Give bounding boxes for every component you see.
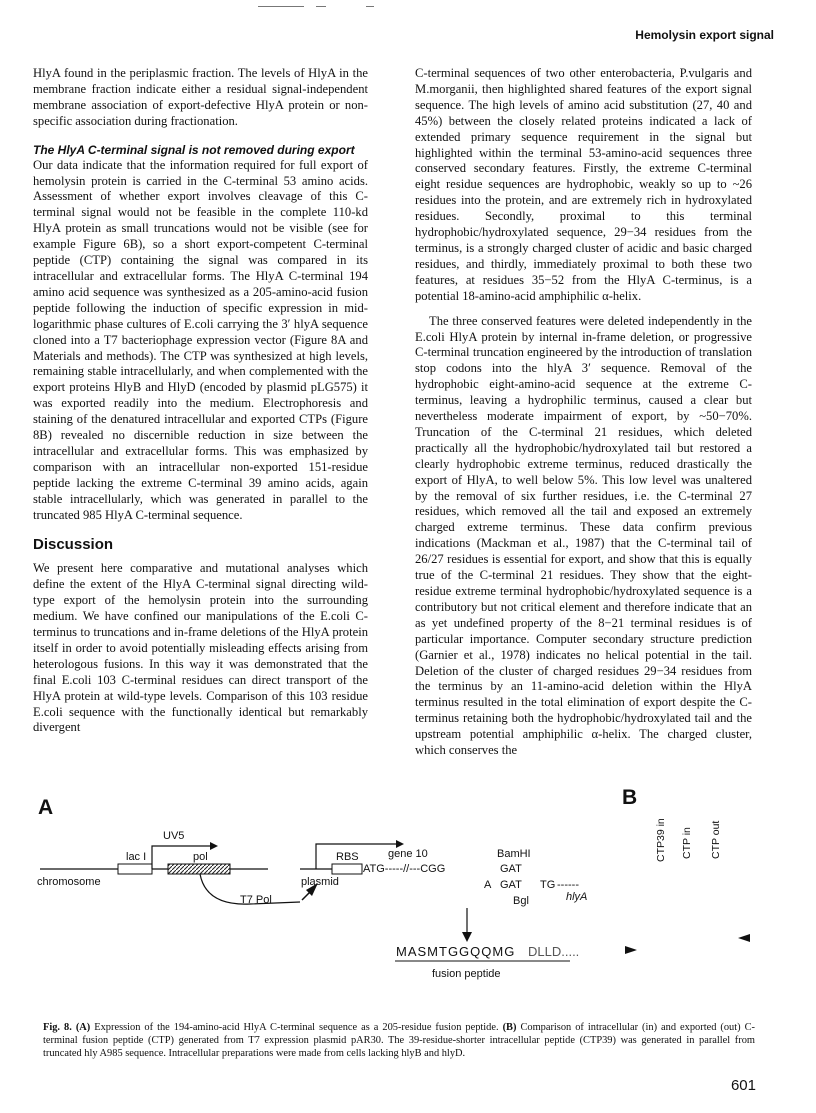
figure-caption	[43, 1021, 755, 1061]
plasmid-label: plasmid	[301, 876, 339, 888]
fusion-peptide-sequence: MASMTGGQQMG	[396, 944, 516, 959]
pol-label: pol	[193, 851, 208, 863]
lane-label-ctp39-in: CTP39 in	[655, 818, 667, 862]
seq-a: A	[484, 879, 492, 891]
panel-a-label: A	[38, 796, 54, 819]
running-head: Hemolysin export signal	[635, 28, 774, 42]
gat-codon-2: GAT	[500, 879, 522, 891]
bgl-label: Bgl	[513, 895, 529, 907]
atg-sequence: ATG-----//---CGG	[363, 863, 446, 875]
gene10-label: gene 10	[388, 848, 428, 860]
pol-box	[168, 864, 230, 874]
gat-codon-1: GAT	[500, 863, 522, 875]
paragraph: HlyA found in the periplasmic fraction. The levels of HlyA in the membrane fraction indicate either a residual signal-independent membrane association of export-defective HlyA protein or non-specific association during fractionation.	[33, 66, 368, 128]
tg-codon: TG	[540, 879, 556, 891]
gel-arrow-left	[625, 946, 637, 954]
section-heading-discussion: Discussion	[33, 536, 114, 554]
paragraph: Our data indicate that the information required for full export of hemolysin protein is carried in the C-terminal 53 amino acids. Assessment of whether export involves cleavage of this C-terminal signal would not be feasible in the complete 110-kd HlyA protein as small truncations would not be visible (see for example Figure 6B), so a short export-competent C-terminal peptide (CTP) containing the signal was compared in its intracellular and extracellular forms. The HlyA C-terminal 194 amino acid sequence was synthesized as a 205-amino-acid fusion peptide following the induction of specific expression in mid-logarithmic phase cultures of E.coli carrying the 3′ hlyA sequence cloned into a T7 bacteriophage expression vector (Figure 8A and Materials and methods). The CTP was synthesized at high levels, remaining stable intracellularly, and when complemented with the export proteins HlyB and HlyD (encoded by plasmid pLG575) it was exported readily into the medium. Electrophoresis and staining of the denatured intracellular and exported CTPs (Figure 8B) revealed no discernible reduction in size between the intracellular and extracellular forms. This was emphasized by comparison with an intracellular non-exported 151-residue peptide lacking the extreme C-terminal 39 amino acids, again stable intracellularly, which was generated in parallel to the truncated 985 HlyA C-terminal sequence.	[33, 157, 368, 522]
bamhi-label: BamHI	[497, 848, 531, 860]
chromosome-label: chromosome	[37, 876, 101, 888]
top-edge-marks	[258, 6, 378, 10]
lane-label-ctp-in: CTP in	[681, 827, 693, 859]
paragraph: C-terminal sequences of two other enterobacteria, P.vulgaris and M.morganii, then highlighted shared features of the export signal sequence. The high levels of amino acid substitution (27, 40 and 45%) between the closely related proteins indicated a lack of extended primary sequence requirement in the signal but highlighted within the terminal 53-amino-acid sequences three conserved secondary features. Firstly, the extreme C-terminal eight residue sequences are hydrophobic, weakly so up to ~26 residues into the protein, and are extremely rich in hydroxylated residues. Secondly, proximal to this terminal hydrophobic/hydroxylated sequence, 29−34 residues from the terminus, is a strongly charged cluster of acidic and basic charged residues, and thirdly, immediately proximal to both these two features, at residues 35−52 from the HlyA C-terminus, is a potential 18-amino-acid amphiphilic α-helix.	[415, 66, 752, 303]
panel-b-label: B	[622, 786, 638, 809]
fusion-peptide-tail: DLLD.....	[528, 944, 580, 959]
caption-a-label: (A)	[75, 1022, 91, 1033]
page-number: 601	[730, 1077, 756, 1094]
gel-arrow-right	[738, 934, 750, 942]
hlya-label: hlyA	[566, 891, 588, 903]
caption-a-text: Expression of the 194-amino-acid HlyA C-terminal sequence as a 205-residue fusion peptide.	[94, 1022, 499, 1033]
laci-box	[118, 864, 152, 874]
fusion-peptide-label: fusion peptide	[432, 968, 501, 980]
uv5-label: UV5	[163, 830, 185, 842]
rbs-box	[332, 864, 362, 874]
subheading: The HlyA C-terminal signal is not removed during export	[33, 142, 355, 157]
paragraph: We present here comparative and mutational analyses which define the extent of the HlyA C-terminal signal directing wild-type export of the hemolysin protein into the surrounding medium. We have confined our manipulations of the E.coli C-terminus to truncations and in-frame deletions of the HlyA protein itself in order to avoid potentially misleading effects arising from heterologous fusions. In this way it was demonstrated that the final E.coli 103 C-terminal residues can direct transport of the HlyA protein at wild-type levels. Comparison of this 103 residue E.coli sequence with the functionally identical but remarkably divergent	[33, 561, 368, 735]
sequence-dashes: ------	[557, 879, 579, 891]
t7pol-label: T7 Pol	[240, 894, 272, 906]
figure-8	[0, 786, 816, 1025]
caption-b-text: Comparison of intracellular (in) and exported (out) C-terminal fusion peptide (CTP) generated from T7 expression plasmid pAR30. The 39-residue-shorter intracellular peptide (CTP39) was generated in parallel from truncated hly A985 sequence. Intracellular preparations were made from cells lacking hlyB and hlyD.	[43, 1022, 755, 1060]
right-column	[415, 66, 752, 759]
left-column	[33, 66, 368, 736]
lane-label-ctp-out: CTP out	[710, 820, 722, 859]
rbs-label: RBS	[336, 851, 359, 863]
caption-b-label: (B)	[502, 1022, 517, 1033]
laci-label: lac I	[126, 851, 147, 863]
paragraph: The three conserved features were deleted independently in the E.coli HlyA protein by internal in-frame deletion, or progressive C-terminal truncation engineered by the introduction of translation stop codons into the hlyA 3′ sequence. Removal of the hydrophobic eight-amino-acid sequence at the extreme C-terminus, leaving a hydrophilic terminus, caused a clear but nevertheless moderate impairment of export, by ~50−70%. Truncation of the C-terminal 21 residues, which deleted practically all the hydrophobic/hydroxylated tail but restored a clearly hydrophobic extreme terminus, reduced drastically the export of HlyA, to well below 5%. This low level was unaltered by the removal of six further residues, i.e. the C-terminal 27 residues, which removed all the tail and exposed an extremely charged extreme terminus. These data confirm previous indications (Mackman et al., 1987) that the C-terminal tail of 26/27 residues is essential for export, and show that this is equally true of the C-terminal 21 residues. They show that the eight-residue extreme terminal hydrophobic/hydroxylated sequence is a contributory but not critical element and therefore indicate that an as yet undefined property of the 8−21 terminal residues is of particular importance. Computer secondary structure prediction (Garnier et al., 1978) indicates no helical potential in the tail. Deletion of the cluster of charged residues 29−34 residues from the terminus by an 11-amino-acid deletion within the HlyA terminus resulted in the total elimination of export despite the C-terminus retaining both the hydrophobic/hydroxylated tail and the upstream potential amphiphilic α-helix. The charged cluster, which conserves the	[415, 313, 752, 758]
caption-label: Fig. 8.	[43, 1022, 72, 1033]
plasmid-diagram	[0, 790, 816, 1025]
